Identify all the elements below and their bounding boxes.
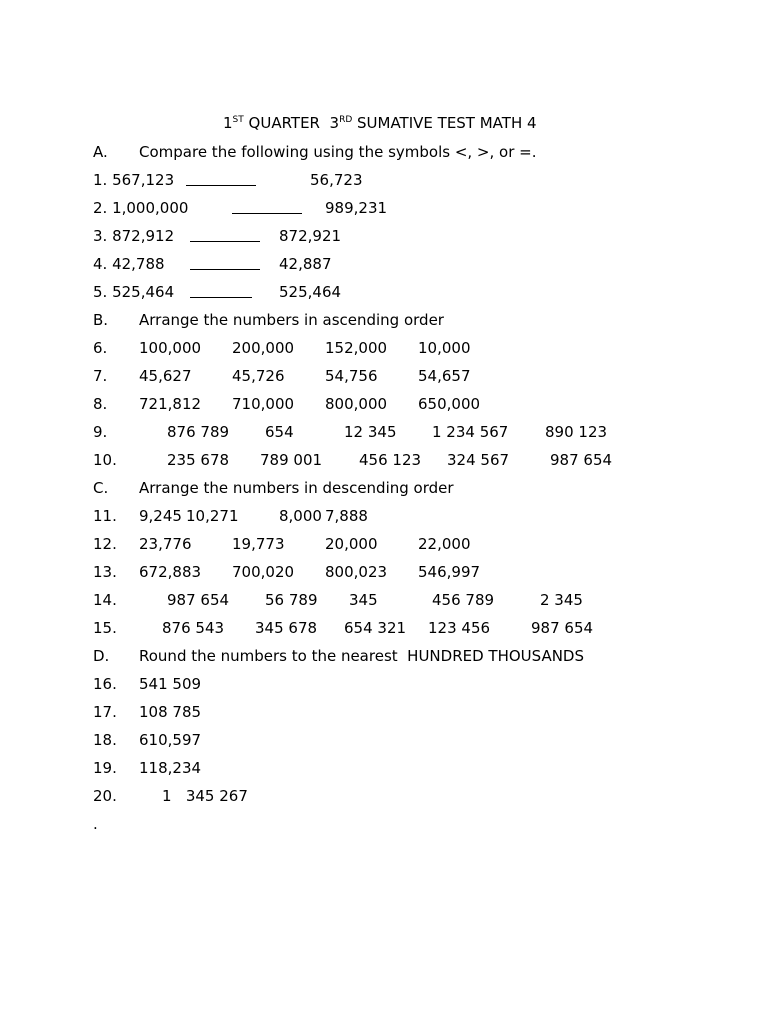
number-value: 118,234: [139, 759, 202, 777]
number-value: 876 789: [167, 423, 230, 441]
number-value: 10,271: [186, 507, 239, 525]
number-value: 721,812: [139, 395, 202, 413]
answer-blank-3[interactable]: [190, 227, 260, 242]
number-value: 987 654: [550, 451, 613, 469]
number-value: 7,888: [325, 507, 368, 525]
number-value: 672,883: [139, 563, 202, 581]
compare-left-2: 2. 1,000,000: [93, 199, 189, 217]
item-number: 18.: [93, 731, 117, 749]
number-value: 987 654: [167, 591, 230, 609]
number-value: 9,245: [139, 507, 182, 525]
number-value: 345 678: [255, 619, 318, 637]
compare-left-3: 3. 872,912: [93, 227, 175, 245]
compare-right-1: 56,723: [310, 171, 363, 189]
page-title: 1ST QUARTER 3RD SUMATIVE TEST MATH 4: [223, 114, 537, 132]
item-number: 20.: [93, 787, 117, 805]
number-value: 650,000: [418, 395, 481, 413]
item-number: 19.: [93, 759, 117, 777]
section-c-letter: C.: [93, 479, 109, 497]
number-value: 23,776: [139, 535, 192, 553]
item-number: 8.: [93, 395, 108, 413]
number-value: 2 345: [540, 591, 583, 609]
number-value: 54,657: [418, 367, 471, 385]
number-value: 456 789: [432, 591, 495, 609]
number-value: 20,000: [325, 535, 378, 553]
compare-right-3: 872,921: [279, 227, 342, 245]
number-value: 108 785: [139, 703, 202, 721]
number-value: 710,000: [232, 395, 295, 413]
number-value: 546,997: [418, 563, 481, 581]
number-value: 45,627: [139, 367, 192, 385]
number-value: 541 509: [139, 675, 202, 693]
compare-left-4: 4. 42,788: [93, 255, 165, 273]
section-d-letter: D.: [93, 647, 110, 665]
item-number: 10.: [93, 451, 117, 469]
number-value: 1 234 567: [432, 423, 509, 441]
number-value: 100,000: [139, 339, 202, 357]
number-value: 654: [265, 423, 294, 441]
number-value: 610,597: [139, 731, 202, 749]
section-b-instruction: Arrange the numbers in ascending order: [139, 311, 444, 329]
answer-blank-5[interactable]: [190, 283, 252, 298]
section-a-letter: A.: [93, 143, 108, 161]
number-value: 8,000: [279, 507, 322, 525]
compare-right-2: 989,231: [325, 199, 388, 217]
compare-left-1: 1. 567,123: [93, 171, 175, 189]
compare-left-5: 5. 525,464: [93, 283, 175, 301]
item-number: 15.: [93, 619, 117, 637]
number-value: 345: [349, 591, 378, 609]
number-value: 56 789: [265, 591, 318, 609]
section-c-instruction: Arrange the numbers in descending order: [139, 479, 454, 497]
number-value: 654 321: [344, 619, 407, 637]
number-value: 876 543: [162, 619, 225, 637]
number-value: 123 456: [428, 619, 491, 637]
number-value: 22,000: [418, 535, 471, 553]
number-value: 700,020: [232, 563, 295, 581]
item-number: 6.: [93, 339, 108, 357]
item-number: 17.: [93, 703, 117, 721]
item-number: 13.: [93, 563, 117, 581]
number-value: 1 345 267: [162, 787, 248, 805]
number-value: 19,773: [232, 535, 285, 553]
section-a-instruction: Compare the following using the symbols <, >, or =.: [139, 143, 537, 161]
number-value: 45,726: [232, 367, 285, 385]
number-value: 200,000: [232, 339, 295, 357]
item-number: 7.: [93, 367, 108, 385]
answer-blank-4[interactable]: [190, 255, 260, 270]
number-value: 987 654: [531, 619, 594, 637]
number-value: 890 123: [545, 423, 608, 441]
number-value: 456 123: [359, 451, 422, 469]
number-value: 800,023: [325, 563, 388, 581]
compare-right-5: 525,464: [279, 283, 342, 301]
number-value: 54,756: [325, 367, 378, 385]
answer-blank-1[interactable]: [186, 171, 256, 186]
number-value: 800,000: [325, 395, 388, 413]
section-d-instruction: Round the numbers to the nearest HUNDRED THOUSANDS: [139, 647, 585, 665]
item-number: 9.: [93, 423, 108, 441]
number-value: 235 678: [167, 451, 230, 469]
end-mark: .: [93, 815, 98, 833]
number-value: 12 345: [344, 423, 397, 441]
number-value: 10,000: [418, 339, 471, 357]
section-b-letter: B.: [93, 311, 109, 329]
number-value: 152,000: [325, 339, 388, 357]
number-value: 789 001: [260, 451, 323, 469]
answer-blank-2[interactable]: [232, 199, 302, 214]
number-value: 324 567: [447, 451, 510, 469]
item-number: 12.: [93, 535, 117, 553]
item-number: 11.: [93, 507, 117, 525]
compare-right-4: 42,887: [279, 255, 332, 273]
item-number: 14.: [93, 591, 117, 609]
item-number: 16.: [93, 675, 117, 693]
